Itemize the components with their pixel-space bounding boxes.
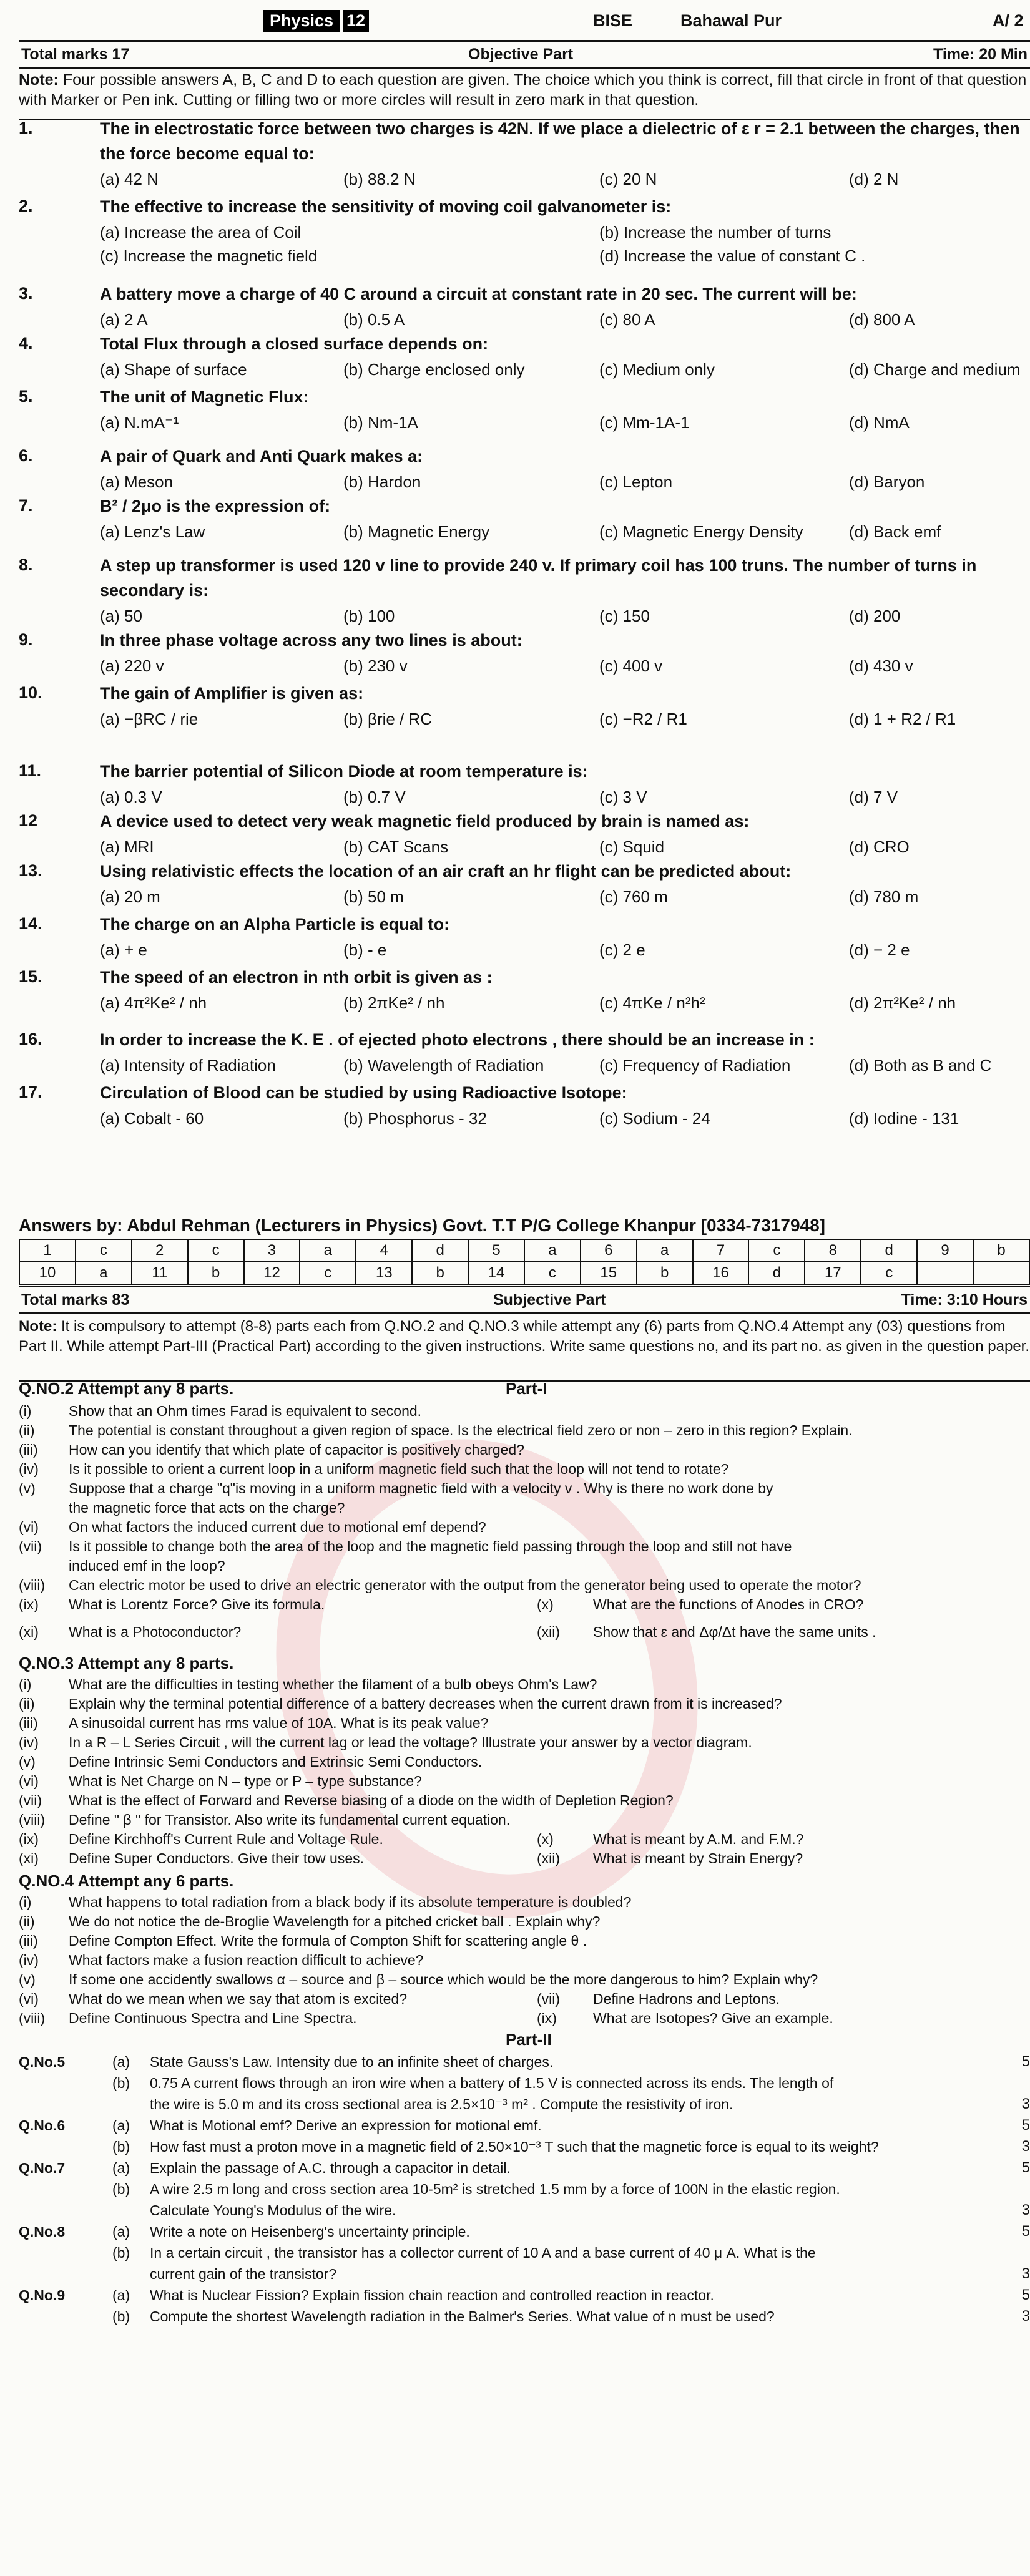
option-a[interactable]: (a) MRI <box>100 837 154 856</box>
part-number: (v) <box>19 1754 36 1770</box>
question-text: The gain of Amplifier is given as: <box>100 684 364 703</box>
question-text: In three phase voltage across any two lines is about: <box>100 631 522 650</box>
long-part-letter: (a) <box>112 2160 130 2176</box>
part-text: Define Compton Effect. Write the formula of Compton Shift for scattering angle θ . <box>69 1933 587 1949</box>
part-text: We do not notice the de-Broglie Wavelength for a pitched cricket ball . Explain why? <box>69 1913 601 1930</box>
option-c[interactable]: (c) 80 A <box>599 310 655 329</box>
part-number: (xii) <box>537 1624 561 1640</box>
answer-cell: 17 <box>805 1262 861 1284</box>
answer-cell: c <box>300 1262 356 1284</box>
long-part-text: Explain the passage of A.C. through a capacitor in detail. <box>150 2160 511 2176</box>
part-text: What are the functions of Anodes in CRO? <box>593 1596 864 1612</box>
part-text: What are Isotopes? Give an example. <box>593 2010 833 2026</box>
part-text: Show that an Ohm times Farad is equivalent to second. <box>69 1403 422 1419</box>
part-number: (xi) <box>19 1624 39 1640</box>
answer-cell: c <box>748 1239 805 1262</box>
option-b[interactable]: (b) - e <box>343 940 387 959</box>
question-number: 3. <box>19 284 33 303</box>
city-label: Bahawal Pur <box>680 11 782 30</box>
question-number: 5. <box>19 387 33 406</box>
part-number: (viii) <box>19 1812 46 1828</box>
option-b[interactable]: (b) Hardon <box>343 472 421 491</box>
part-text: What is a Photoconductor? <box>69 1624 242 1640</box>
marks-value: 3 <box>1021 2202 1030 2218</box>
question-text: The barrier potential of Silicon Diode at room temperature is: <box>100 762 588 781</box>
part-number: (vi) <box>19 1773 39 1789</box>
answer-cell: 7 <box>693 1239 749 1262</box>
question-text: B² / 2μo is the expression of: <box>100 497 331 515</box>
part-number: (xii) <box>537 1850 561 1866</box>
part-text: A sinusoidal current has rms value of 10A. What is its peak value? <box>69 1715 489 1731</box>
objective-title: Objective Part <box>468 46 574 63</box>
long-question-number: Q.No.9 <box>19 2287 66 2303</box>
question-number: 17. <box>19 1083 42 1101</box>
part-text: The potential is constant throughout a given region of space. Is the electrical field zero or non – zero in this region? Explain. <box>69 1422 853 1438</box>
question-text: A pair of Quark and Anti Quark makes a: <box>100 447 423 466</box>
option-d[interactable]: (d) 200 <box>849 607 901 625</box>
question-number: 4. <box>19 334 33 353</box>
long-part-text: Calculate Young's Modulus of the wire. <box>150 2202 396 2218</box>
part-number: (i) <box>19 1676 32 1692</box>
option-a[interactable]: (a) Increase the area of Coil <box>100 223 302 242</box>
long-part-letter: (a) <box>112 2223 130 2240</box>
part-number: (vii) <box>19 1792 42 1808</box>
answers-row <box>19 1239 1029 1262</box>
option-c[interactable]: (c) 400 v <box>599 656 663 675</box>
part-number: (ix) <box>19 1831 39 1847</box>
part-number: (ii) <box>19 1695 35 1712</box>
long-part-text: How fast must a proton move in a magnetic field of 2.50×10⁻³ T such that the magnetic force is equal to its weight? <box>150 2139 879 2155</box>
part-text: Define Continuous Spectra and Line Spectra. <box>69 2010 357 2026</box>
option-c[interactable]: (c) 3 V <box>599 788 647 806</box>
long-part-text: current gain of the transistor? <box>150 2266 337 2282</box>
part-number: (ii) <box>19 1913 35 1930</box>
answer-cell: 9 <box>917 1239 973 1262</box>
marks-value: 3 <box>1021 2308 1030 2325</box>
part-text: How can you identify that which plate of capacitor is positively charged? <box>69 1442 525 1458</box>
question-number: 7. <box>19 496 33 515</box>
option-d[interactable]: (d) 2π²Ke² / nh <box>849 993 956 1012</box>
option-b[interactable]: (b) 0.5 A <box>343 310 405 329</box>
part-number: (iii) <box>19 1715 38 1731</box>
answer-cell: d <box>412 1239 468 1262</box>
option-c[interactable]: (c) Magnetic Energy Density <box>599 522 803 541</box>
option-b[interactable]: (b) 100 <box>343 607 395 625</box>
answer-cell: 15 <box>581 1262 637 1284</box>
subjective-title: Subjective Part <box>493 1291 606 1309</box>
answer-cell: 12 <box>244 1262 300 1284</box>
option-d[interactable]: (d) Back emf <box>849 522 941 541</box>
objective-bar <box>19 40 1030 69</box>
long-part-text: What is Nuclear Fission? Explain fission chain reaction and controlled reaction in reactor. <box>150 2287 714 2303</box>
paper-header <box>19 5 1030 37</box>
answer-cell <box>917 1262 973 1284</box>
long-part-text: In a certain circuit , the transistor has a collector current of 10 A and a base current of 40 μ A. What is the <box>150 2245 816 2261</box>
question-text: A device used to detect very weak magnetic field produced by brain is named as: <box>100 812 750 831</box>
answer-cell: b <box>637 1262 693 1284</box>
long-question-number: Q.No.7 <box>19 2160 66 2176</box>
option-a[interactable]: (a) Cobalt - 60 <box>100 1109 204 1128</box>
long-part-text: State Gauss's Law. Intensity due to an infinite sheet of charges. <box>150 2054 554 2070</box>
subjective-total-marks: Total marks 83 <box>21 1291 130 1309</box>
part-text: the magnetic force that acts on the charge? <box>69 1500 345 1516</box>
option-a[interactable]: (a) 220 v <box>100 656 164 675</box>
long-part-text: Compute the shortest Wavelength radiation in the Balmer's Series. What value of n must be used? <box>150 2308 775 2325</box>
answer-cell: 13 <box>356 1262 412 1284</box>
option-d[interactable]: (d) Both as B and C <box>849 1056 992 1075</box>
long-part-text: Write a note on Heisenberg's uncertainty principle. <box>150 2223 470 2240</box>
part-number: (ii) <box>19 1422 35 1438</box>
part-number: (viii) <box>19 2010 46 2026</box>
part-heading: Part-I <box>506 1379 547 1398</box>
part-text: induced emf in the loop? <box>69 1558 225 1574</box>
answer-cell: c <box>76 1239 132 1262</box>
marks-value: 5 <box>1021 2223 1030 2240</box>
option-a[interactable]: (a) 50 <box>100 607 142 625</box>
part-number: (i) <box>19 1894 32 1910</box>
option-d[interactable]: (d) CRO <box>849 837 910 856</box>
option-a[interactable]: (a) 4π²Ke² / nh <box>100 993 207 1012</box>
part-text: What is Lorentz Force? Give its formula. <box>69 1596 325 1612</box>
question-number: 14. <box>19 914 42 933</box>
option-b[interactable]: (b) Nm-1A <box>343 413 418 432</box>
answer-cell: d <box>861 1239 917 1262</box>
answers-table <box>19 1239 1030 1285</box>
question-number: 10. <box>19 683 42 702</box>
question-text: Using relativistic effects the location of an air craft an hr flight can be predicted about: <box>100 862 792 881</box>
question-number: 16. <box>19 1030 42 1048</box>
marks-value: 3 <box>1021 2095 1030 2112</box>
part-number: (x) <box>537 1831 554 1847</box>
option-d[interactable]: (d) 430 v <box>849 656 913 675</box>
option-b[interactable]: (b) Phosphorus - 32 <box>343 1109 487 1128</box>
part-text: Define Super Conductors. Give their tow uses. <box>69 1850 365 1866</box>
note-text: It is compulsory to attempt (8-8) parts each from Q.NO.2 and Q.NO.3 while attempt any (6) parts from Q.NO.4 Attempt any (03) questions from Part II. While attempt Part-III (Practical Part) according to the given instructions. Write same questions no, and its part no. as given in the question paper. <box>19 1318 1030 1355</box>
option-a[interactable]: (a) N.mA⁻¹ <box>100 413 179 432</box>
option-a[interactable]: (a) 20 m <box>100 887 160 906</box>
answer-cell: 16 <box>693 1262 749 1284</box>
option-b[interactable]: (b) 2πKe² / nh <box>343 993 445 1012</box>
option-d[interactable]: (d) 7 V <box>849 788 898 806</box>
long-question-number: Q.No.8 <box>19 2223 66 2240</box>
question-number: 13. <box>19 861 42 880</box>
option-c[interactable]: (c) 2 e <box>599 940 645 959</box>
part-number: (ix) <box>537 2010 557 2026</box>
long-part-text: A wire 2.5 m long and cross section area 10-5m² is stretched 1.5 mm by a force of 100N in the elastic region. <box>150 2181 840 2197</box>
answer-cell: a <box>76 1262 132 1284</box>
answer-cell: b <box>412 1262 468 1284</box>
part-number: (iv) <box>19 1734 39 1750</box>
part-number: (iv) <box>19 1461 39 1477</box>
option-c[interactable]: (c) Lepton <box>599 472 673 491</box>
question-heading: Q.NO.4 Attempt any 6 parts. <box>19 1871 234 1890</box>
part-text: What is Net Charge on N – type or P – type substance? <box>69 1773 422 1789</box>
question-text: Total Flux through a closed surface depends on: <box>100 334 489 353</box>
subjective-questions <box>19 1379 1030 2571</box>
long-question-number: Q.No.5 <box>19 2054 66 2070</box>
part-number: (viii) <box>19 1577 46 1593</box>
option-d[interactable]: (d) Increase the value of constant C . <box>599 246 866 265</box>
option-c[interactable]: (c) 20 N <box>599 170 657 188</box>
answer-cell: 10 <box>19 1262 76 1284</box>
note-label: Note: <box>19 1318 57 1335</box>
option-d[interactable]: (d) − 2 e <box>849 940 910 959</box>
question-text: The effective to increase the sensitivity of moving coil galvanometer is: <box>100 197 672 216</box>
option-b[interactable]: (b) 50 m <box>343 887 404 906</box>
part-text: If some one accidently swallows α – source and β – source which would be the more dangerous to him? Explain why? <box>69 1971 818 1988</box>
part-text: On what factors the induced current due to motional emf depend? <box>69 1519 486 1535</box>
question-text: The unit of Magnetic Flux: <box>100 388 309 406</box>
note-text: Four possible answers A, B, C and D to each question are given. The choice which you think is correct, fill that circle in front of that question with Marker or Pen ink. Cutting or filling two or more circles will result in zero mark in that question. <box>19 71 1027 109</box>
objective-questions <box>19 119 1030 1211</box>
question-number: 2. <box>19 197 33 215</box>
option-a[interactable]: (a) 0.3 V <box>100 788 162 806</box>
note-label: Note: <box>19 71 59 89</box>
marks-value: 5 <box>1021 2159 1030 2176</box>
option-c[interactable]: (c) 760 m <box>599 887 668 906</box>
question-heading: Q.NO.3 Attempt any 8 parts. <box>19 1654 234 1672</box>
part-text: Show that ε and Δφ/Δt have the same units . <box>593 1624 876 1640</box>
answer-cell: 1 <box>19 1239 76 1262</box>
option-a[interactable]: (a) Meson <box>100 472 174 491</box>
part-text: Is it possible to change both the area of the loop and the magnetic field passing through the loop and still not have <box>69 1538 792 1554</box>
answer-cell: c <box>188 1239 244 1262</box>
option-c[interactable]: (c) 4πKe / n²h² <box>599 993 705 1012</box>
option-a[interactable]: (a) 42 N <box>100 170 159 188</box>
answer-cell: 6 <box>581 1239 637 1262</box>
option-b[interactable]: (b) Magnetic Energy <box>343 522 490 541</box>
option-b[interactable]: (b) βrie / RC <box>343 710 433 728</box>
part-number: (xi) <box>19 1850 39 1866</box>
part-number: (ix) <box>19 1596 39 1612</box>
question-text: The charge on an Alpha Particle is equal to: <box>100 915 450 934</box>
objective-time: Time: 20 Min <box>933 46 1028 63</box>
option-b[interactable]: (b) 0.7 V <box>343 788 406 806</box>
question-number: 11. <box>19 761 42 780</box>
long-question-number: Q.No.6 <box>19 2117 66 2134</box>
question-heading: Q.NO.2 Attempt any 8 parts. <box>19 1379 234 1398</box>
part-number: (vii) <box>537 1991 561 2007</box>
answer-cell: a <box>637 1239 693 1262</box>
option-a[interactable]: (a) Shape of surface <box>100 360 247 379</box>
question-text: A battery move a charge of 40 C around a circuit at constant rate in 20 sec. The current will be: <box>100 285 857 303</box>
answer-cell: c <box>861 1262 917 1284</box>
option-d[interactable]: (d) 2 N <box>849 170 899 188</box>
marks-value: 3 <box>1021 2138 1030 2155</box>
marks-value: 5 <box>1021 2117 1030 2134</box>
part-text: In a R – L Series Circuit , will the current lag or lead the voltage? Illustrate your answer by a vector diagram. <box>69 1734 752 1750</box>
part-heading: Part-II <box>506 2030 552 2049</box>
option-c[interactable]: (c) Squid <box>599 837 665 856</box>
objective-total-marks: Total marks 17 <box>21 46 130 63</box>
long-part-letter: (b) <box>112 2075 130 2091</box>
part-text: What are the difficulties in testing whether the filament of a bulb obeys Ohm's Law? <box>69 1676 597 1692</box>
question-text: In order to increase the K. E . of ejected photo electrons , there should be an increase in : <box>100 1030 815 1049</box>
class-label: 12 <box>343 10 369 32</box>
part-text: What factors make a fusion reaction difficult to achieve? <box>69 1952 424 1968</box>
long-part-letter: (a) <box>112 2287 130 2303</box>
part-number: (iii) <box>19 1442 38 1458</box>
long-part-letter: (b) <box>112 2245 130 2261</box>
subjective-bar <box>19 1286 1030 1314</box>
question-number: 6. <box>19 446 33 465</box>
answer-cell: 4 <box>356 1239 412 1262</box>
part-number: (x) <box>537 1596 554 1612</box>
part-text: What happens to total radiation from a black body if its absolute temperature is doubled? <box>69 1894 632 1910</box>
marks-value: 5 <box>1021 2286 1030 2303</box>
option-a[interactable]: (a) −βRC / rie <box>100 710 199 728</box>
subjective-note <box>19 1314 1030 1382</box>
answer-cell: 3 <box>244 1239 300 1262</box>
part-text: What is meant by A.M. and F.M.? <box>593 1831 804 1847</box>
long-part-text: 0.75 A current flows through an iron wire when a battery of 1.5 V is connected across its ends. The length of <box>150 2075 834 2091</box>
option-a[interactable]: (a) 2 A <box>100 310 148 329</box>
question-number: 15. <box>19 967 42 986</box>
answer-cell: b <box>973 1239 1029 1262</box>
exam-paper <box>19 0 1030 2576</box>
question-text: Circulation of Blood can be studied by using Radioactive Isotope: <box>100 1083 627 1102</box>
answer-cell: b <box>188 1262 244 1284</box>
answer-cell: 5 <box>468 1239 524 1262</box>
part-text: Explain why the terminal potential difference of a battery decreases when the current drawn from it is increased? <box>69 1695 782 1712</box>
part-number: (vii) <box>19 1538 42 1554</box>
option-d[interactable]: (d) 1 + R2 / R1 <box>849 710 956 728</box>
part-text: Can electric motor be used to drive an electric generator with the output from the generator being used to operate the motor? <box>69 1577 861 1593</box>
part-text: What is the effect of Forward and Reverse biasing of a diode on the width of Depletion Region? <box>69 1792 674 1808</box>
option-c[interactable]: (c) Mm-1A-1 <box>599 413 690 432</box>
option-d[interactable]: (d) Baryon <box>849 472 925 491</box>
part-text: Define Hadrons and Leptons. <box>593 1991 780 2007</box>
long-part-text: the wire is 5.0 m and its cross sectional area is 2.5×10⁻³ m² . Compute the resistivity of iron. <box>150 2096 733 2112</box>
option-c[interactable]: (c) Frequency of Radiation <box>599 1056 791 1075</box>
option-a[interactable]: (a) Intensity of Radiation <box>100 1056 276 1075</box>
subject-label: Physics <box>263 10 340 32</box>
answer-cell: a <box>300 1239 356 1262</box>
option-c[interactable]: (c) Medium only <box>599 360 715 379</box>
option-c[interactable]: (c) 150 <box>599 607 650 625</box>
long-part-text: What is Motional emf? Derive an expression for motional emf. <box>150 2117 542 2134</box>
part-number: (v) <box>19 1480 36 1496</box>
part-text: Define Kirchhoff's Current Rule and Voltage Rule. <box>69 1831 383 1847</box>
part-text: Suppose that a charge "q"is moving in a uniform magnetic field with a velocity v . Why is there no work done by <box>69 1480 773 1496</box>
answer-cell: d <box>748 1262 805 1284</box>
question-text: The speed of an electron in nth orbit is given as : <box>100 968 493 987</box>
answer-cell: 8 <box>805 1239 861 1262</box>
answer-cell: 11 <box>132 1262 188 1284</box>
long-part-letter: (a) <box>112 2117 130 2134</box>
answer-cell: 14 <box>468 1262 524 1284</box>
marks-value: 5 <box>1021 2053 1030 2070</box>
part-text: Define Intrinsic Semi Conductors and Extrinsic Semi Conductors. <box>69 1754 483 1770</box>
option-b[interactable]: (b) 230 v <box>343 656 408 675</box>
long-part-letter: (b) <box>112 2139 130 2155</box>
board-label: BISE <box>593 11 633 30</box>
option-c[interactable]: (c) Increase the magnetic field <box>100 246 318 265</box>
option-b[interactable]: (b) Increase the number of turns <box>599 223 831 242</box>
answer-cell: a <box>524 1239 581 1262</box>
part-text: Define " β " for Transistor. Also write its fundamental current equation. <box>69 1812 511 1828</box>
option-a[interactable]: (a) Lenz's Law <box>100 522 205 541</box>
long-part-letter: (a) <box>112 2054 130 2070</box>
option-c[interactable]: (c) Sodium - 24 <box>599 1109 710 1128</box>
answer-cell: 2 <box>132 1239 188 1262</box>
option-d[interactable]: (d) 800 A <box>849 310 915 329</box>
long-part-letter: (b) <box>112 2181 130 2197</box>
long-part-letter: (b) <box>112 2308 130 2325</box>
part-number: (i) <box>19 1403 32 1419</box>
option-d[interactable]: (d) Charge and medium <box>849 360 1021 379</box>
marks-value: 3 <box>1021 2265 1030 2282</box>
question-number: 1. <box>19 119 33 137</box>
part-text: Is it possible to orient a current loop in a uniform magnetic field such that the loop will not tend to rotate? <box>69 1461 729 1477</box>
question-number: 8. <box>19 555 33 574</box>
answers-title: Answers by: Abdul Rehman (Lecturers in Physics) Govt. T.T P/G College Khanpur [0334-7317948] <box>19 1216 825 1235</box>
subjective-time: Time: 3:10 Hours <box>901 1291 1028 1309</box>
part-text: What do we mean when we say that atom is excited? <box>69 1991 408 2007</box>
option-b[interactable]: (b) Wavelength of Radiation <box>343 1056 544 1075</box>
paper-code: A/ 2 <box>993 11 1024 30</box>
option-b[interactable]: (b) Charge enclosed only <box>343 360 525 379</box>
answer-cell: c <box>524 1262 581 1284</box>
part-number: (iii) <box>19 1933 38 1949</box>
answer-cell <box>973 1262 1029 1284</box>
part-number: (vi) <box>19 1519 39 1535</box>
question-number: 12 <box>19 811 38 830</box>
option-c[interactable]: (c) −R2 / R1 <box>599 710 687 728</box>
question-number: 9. <box>19 630 33 649</box>
question-text: A step up transformer is used 120 v line to provide 240 v. If primary coil has 100 truns. The number of turns in secondary is: <box>100 556 977 600</box>
part-number: (v) <box>19 1971 36 1988</box>
answers-row <box>19 1262 1029 1284</box>
option-b[interactable]: (b) 88.2 N <box>343 170 416 188</box>
part-number: (vi) <box>19 1991 39 2007</box>
option-d[interactable]: (d) Iodine - 131 <box>849 1109 959 1128</box>
part-number: (iv) <box>19 1952 39 1968</box>
part-text: What is meant by Strain Energy? <box>593 1850 803 1866</box>
objective-note <box>19 67 1030 120</box>
option-d[interactable]: (d) 780 m <box>849 887 919 906</box>
question-text: The in electrostatic force between two charges is 42N. If we place a dielectric of ε r = 2.1 between the charges, then the force become equal to: <box>100 119 1020 163</box>
option-a[interactable]: (a) + e <box>100 940 147 959</box>
option-b[interactable]: (b) CAT Scans <box>343 837 449 856</box>
option-d[interactable]: (d) NmA <box>849 413 910 432</box>
